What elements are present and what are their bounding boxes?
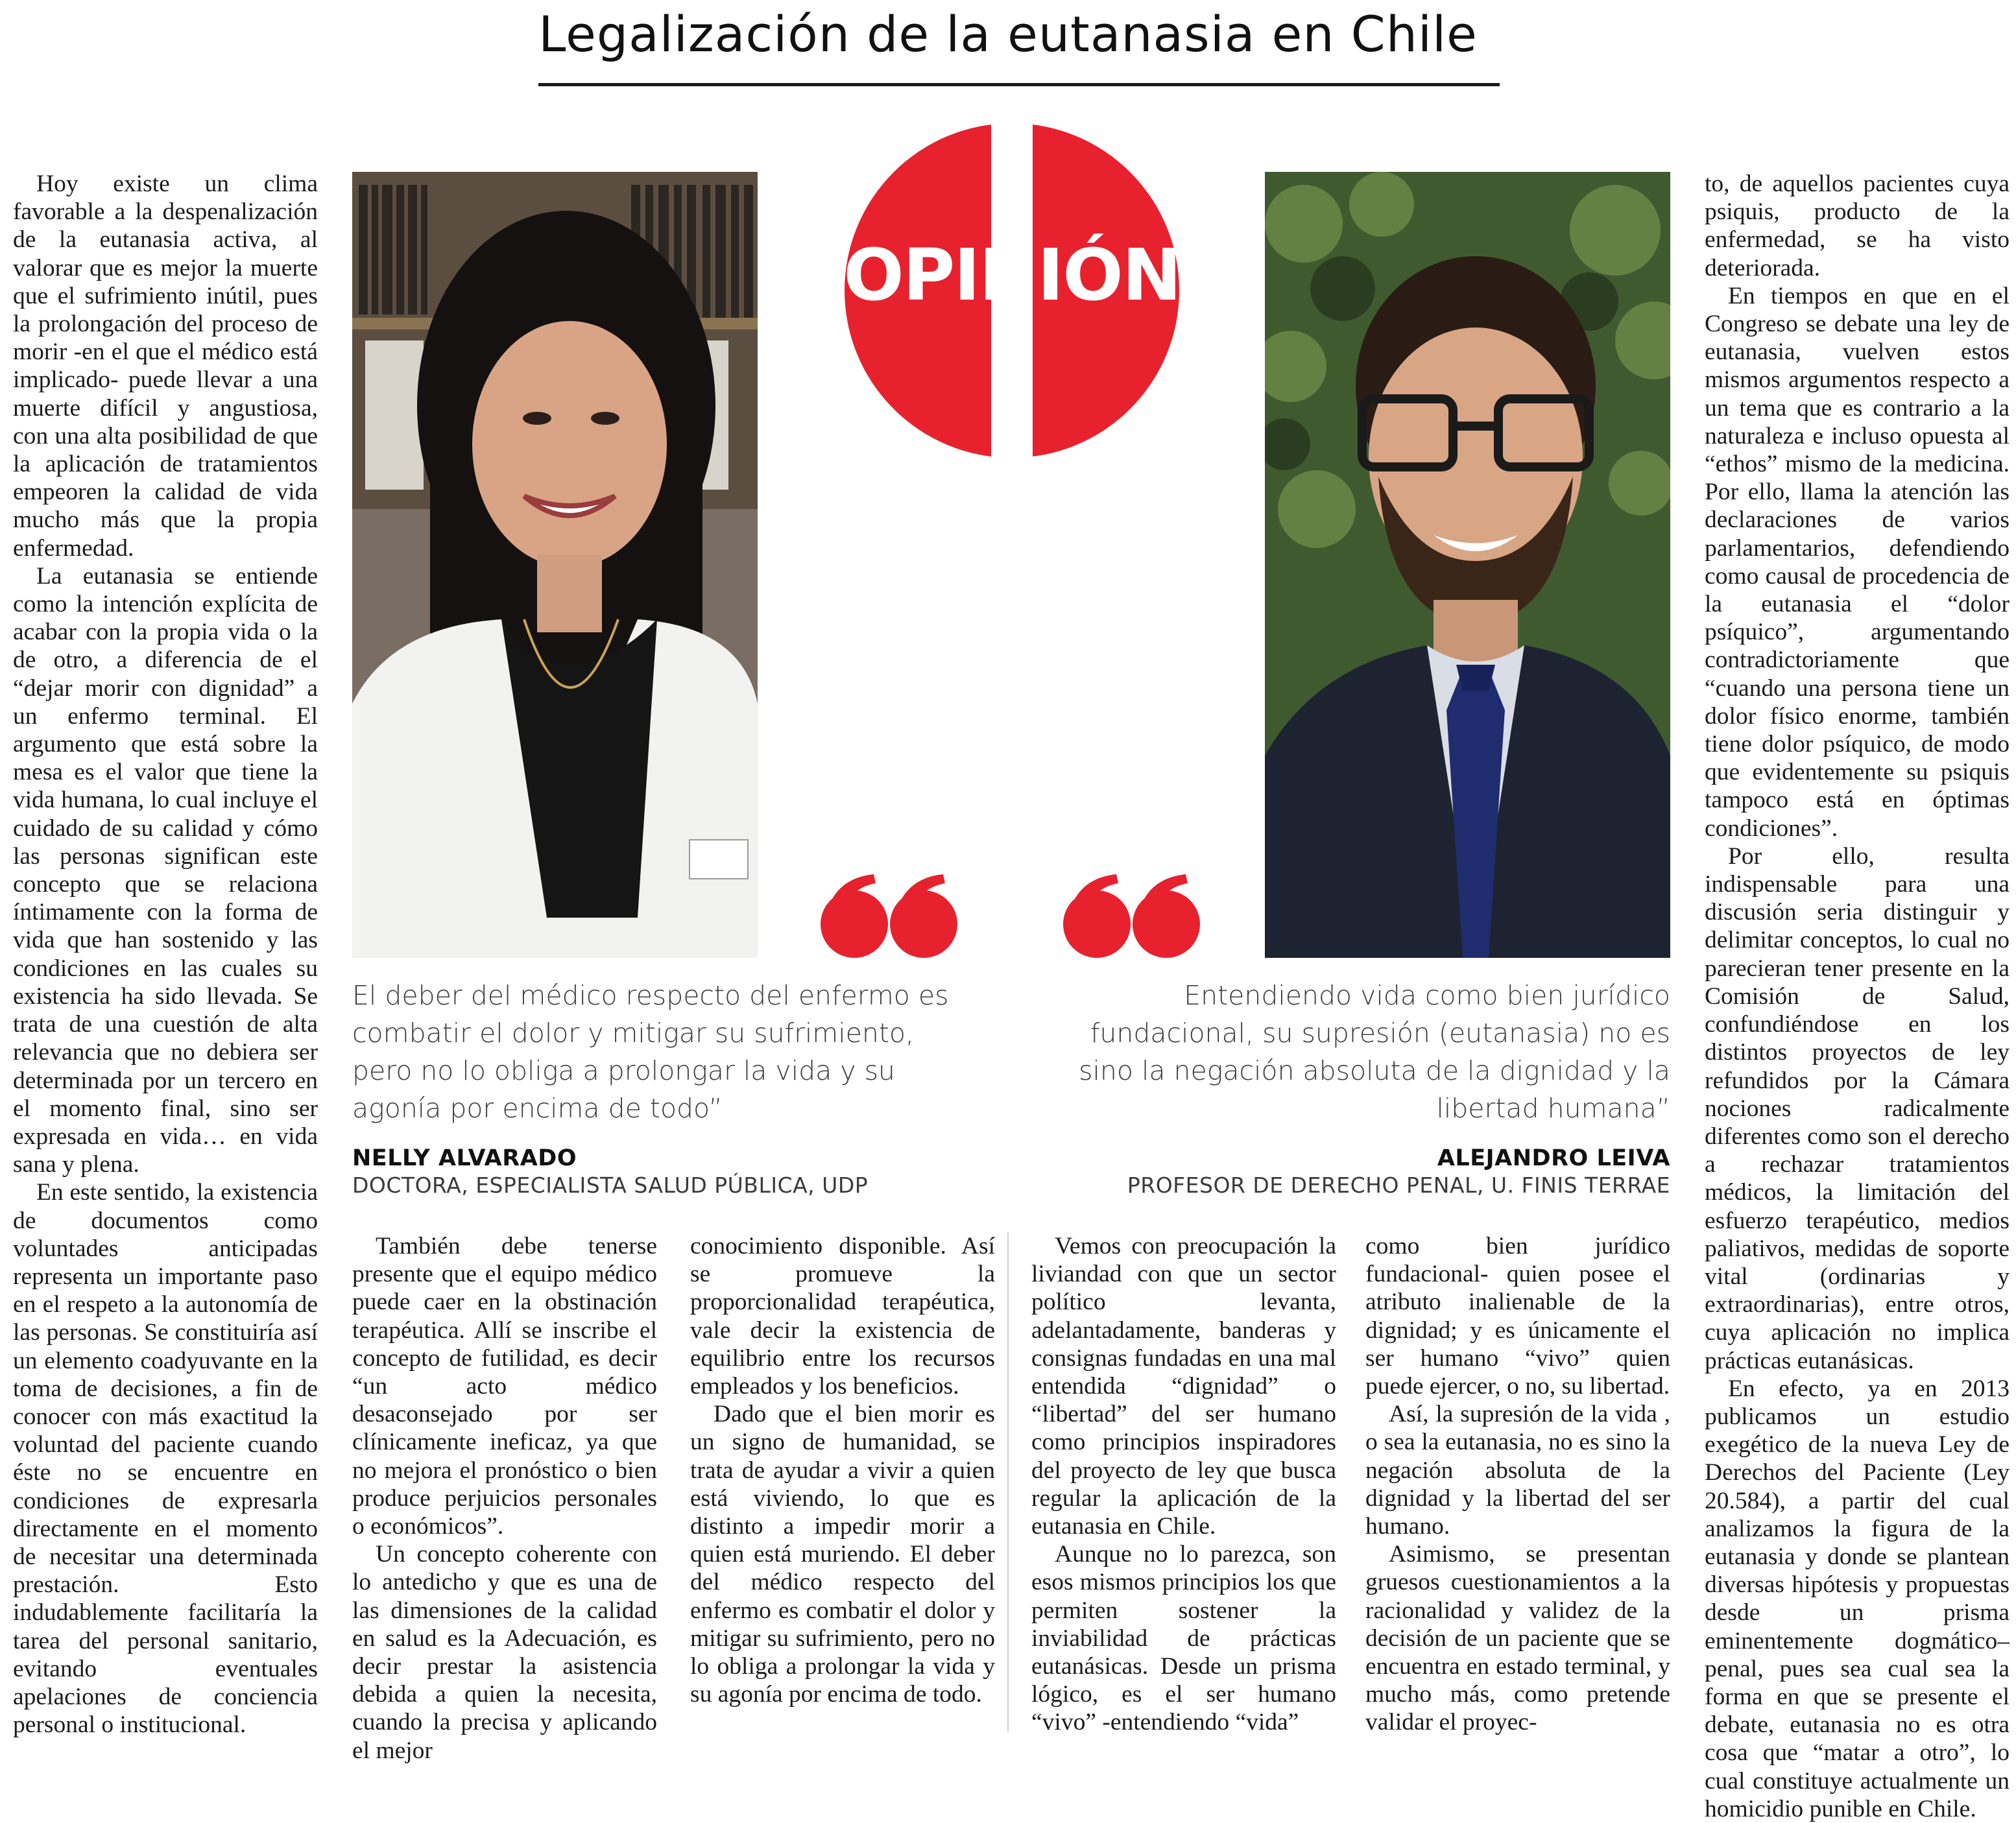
left-quote-mark-icon [819,869,961,960]
right-quote-mark-icon [1061,869,1204,960]
right-author-photo [1265,172,1670,958]
article-column-1 [13,170,318,1739]
right-author-name: ALEJANDRO LEIVA [1437,1145,1670,1171]
column-divider [1007,1232,1009,1732]
paragraph: La eutanasia se entiende como la intención explícita de acabar con la propia vida o la de otro, a diferencia de el “dejar morir con dignidad” a un enfermo terminal. El argumento que está sobre la mesa es el valor que tiene la vida humana, lo cual incluye el cuidado de su calidad y cómo las personas significan este concepto que se relaciona íntimamente con la forma de vida que han sostenido y las condiciones en las cuales su existencia ha sido llevada. Se trata de una cuestión de alta relevancia que no debiera ser determinada por un tercero en el momento final, sino ser expresada en vida… en vida sana y plena. [13,562,318,1178]
paragraph: conocimiento disponible. Así se promueve la proporcionalidad terapéutica, vale decir la existencia de equilibrio entre los recursos empleados y los beneficios. [690,1233,995,1400]
left-author-photo [352,172,758,958]
paragraph: En efecto, ya en 2013 publicamos un estudio exegético de la nueva Ley de Derechos del Paciente (Ley 20.584), a partir del cual analizamos la figura de la eutanasia y donde se plantean diversas hipótesis y propuestas desde un prisma eminentemente dogmático–penal, pues sea cual sea la forma en que se presente el debate, eutanasia no es otra cosa que “matar a otro”, lo cual constituye actualmente un homicidio punible en Chile. [1705,1375,2010,1822]
paragraph: Hoy existe un clima favorable a la despenalización de la eutanasia activa, al valorar que es mejor la muerte que el sufrimiento inútil, pues la prolongación del proceso de morir -en el que el médico está implicado- puede llevar a una muerte difícil y angustiosa, con una alta posibilidad de que la aplicación de tratamientos empeoren la calidad de vida mucho más que la propia enfermedad. [13,171,318,562]
opinion-badge-text: OPINIÓN [843,233,1181,316]
paragraph: como bien jurídico fundacional- quien posee el atributo inalienable de la dignidad; y es únicamente el ser humano “vivo” quien puede ejercer, o no, su libertad. [1365,1233,1670,1400]
headline: Legalización de la eutanasia en Chile [538,5,1478,63]
man-portrait-illustration [1265,172,1670,958]
paragraph: to, de aquellos pacientes cuya psiquis, producto de la enfermedad, se ha visto deteriorada. [1705,171,2010,281]
opinion-badge [843,122,1181,459]
woman-portrait-illustration [352,172,758,958]
paragraph: Vemos con preocupación la liviandad con que un sector político levanta, adelantadamente, banderas y consignas fundadas en una mal entendida “dignidad” o “libertad” del ser humano como principios inspiradores del proyecto de ley que busca regular la aplicación de la eutanasia en Chile. [1031,1233,1336,1540]
right-author-role: PROFESOR DE DERECHO PENAL, U. FINIS TERRAE [1127,1173,1670,1198]
paragraph: Aunque no lo parezca, son esos mismos principios los que permiten sostener la inviabilidad de prácticas eutanásicas. Desde un prisma lógico, es el ser humano “vivo” -entendiendo “vida” [1031,1541,1336,1736]
article-column-2 [352,1232,657,1765]
paragraph: Asimismo, se presentan gruesos cuestionamientos a la racionalidad y validez de la decisión de un paciente que se encuentra en estado terminal, y mucho más, como pretende validar el proyec- [1365,1541,1670,1736]
article-column-5 [1365,1232,1670,1737]
paragraph: En este sentido, la existencia de documentos como voluntades anticipadas representa un importante paso en el respeto a la autonomía de las personas. Se constituiría así un elemento coadyuvante en la toma de decisiones, a fin de conocer con más exactitud la voluntad del paciente cuando éste no se encuentre en condiciones de expresarla directamente en el momento de necesitar una determinada prestación. Esto indudablemente facilitaría la tarea del personal sanitario, evitando eventuales apelaciones de conciencia personal o institucional. [13,1179,318,1739]
left-author-name: NELLY ALVARADO [352,1145,577,1171]
left-author-role: DOCTORA, ESPECIALISTA SALUD PÚBLICA, UDP [352,1173,869,1198]
article-column-3 [690,1232,995,1708]
right-pull-quote: Entendiendo vida como bien jurídico fundacional, su supresión (eutanasia) no es sino la negación absoluta de la dignidad y la libertad humana” [1079,980,1670,1124]
paragraph: También debe tenerse presente que el equipo médico puede caer en la obstinación terapéutica. Allí se inscribe el concepto de futilidad, es decir “un acto médico desaconsejado por ser clínicamente ineficaz, ya que no mejora el pronóstico o bien produce perjuicios personales o económicos”. [352,1233,657,1540]
paragraph: Un concepto coherente con lo antedicho y que es una de las dimensiones de la calidad en salud es la Adecuación, es decir prestar la asistencia debida a quien la necesita, cuando la precisa y aplicando el mejor [352,1541,657,1764]
paragraph: Así, la supresión de la vida , o sea la eutanasia, no es sino la negación absoluta de la dignidad y la libertad del ser humano. [1365,1401,1670,1540]
article-column-4 [1031,1232,1336,1737]
left-pull-quote: El deber del médico respecto del enfermo es combatir el dolor y mitigar su sufrimiento, pero no lo obliga a prolongar la vida y su agonía por encima de todo” [352,980,949,1124]
article-column-6 [1705,170,2010,1823]
paragraph: Por ello, resulta indispensable para una discusión seria distinguir y delimitar conceptos, lo cual no parecieran tener presente en la Comisión de Salud, confundiéndose en los distintos proyectos de ley refundidos por la Cámara nociones radicalmente diferentes como son el derecho a rechazar tratamientos médicos, la limitación del esfuerzo terapéutico, medios paliativos, medidas de soporte vital (ordinarias y extraordinarias), entre otros, cuya aplicación no implica prácticas eutanásicas. [1705,842,2010,1374]
paragraph: En tiempos en que en el Congreso se debate una ley de eutanasia, vuelven estos mismos argumentos respecto a un tema que es contrario a la naturaleza e incluso opuesta al “ethos” mismo de la medicina. Por ello, llama la atención las declaraciones de varios parlamentarios, defendiendo como causal de procedencia de la eutanasia el “dolor psíquico”, argumentando contradictoriamente que “cuando una persona tiene un dolor físico enorme, también tiene dolor psíquico, de modo que evidentemente su psiquis tampoco está en óptimas condiciones”. [1705,282,2010,842]
paragraph: Dado que el bien morir es un signo de humanidad, se trata de ayudar a vivir a quien está viviendo, lo que es distinto a impedir morir a quien está muriendo. El deber del médico respecto del enfermo es combatir el dolor y mitigar su sufrimiento, pero no lo obliga a prolongar la vida y su agonía por encima de todo. [690,1401,995,1708]
headline-rule [538,83,1500,86]
